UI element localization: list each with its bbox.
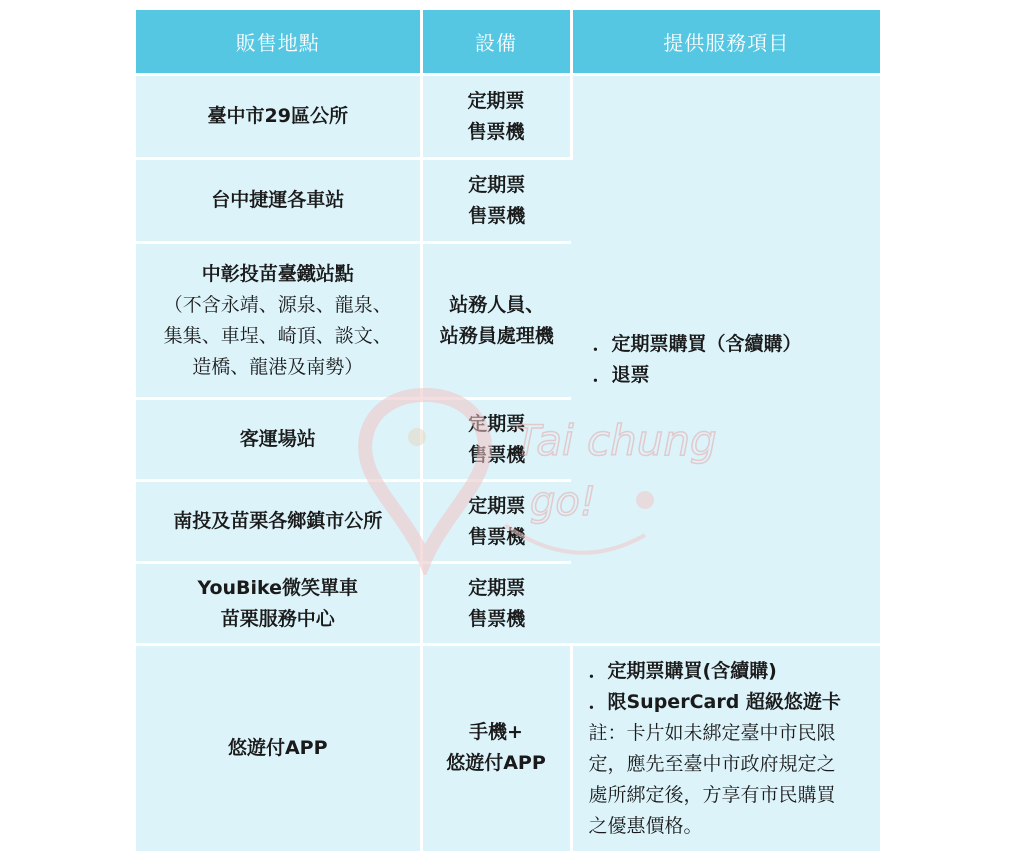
note-text: 定，應先至臺中市政府規定之 [588,753,836,775]
device-text: 悠遊付APP [446,752,546,775]
note-text: 處所綁定後，方享有市民購買 [588,784,836,806]
device-text: 售票機 [468,204,526,227]
table-header-row [136,10,880,75]
device-cell [421,481,571,563]
device-cell [421,75,571,159]
watermark-text: Tai chung [515,416,717,465]
device-cell [421,563,571,645]
app-services-cell [571,645,880,851]
header-services: 提供服務項目 [571,10,880,75]
device-cell [421,159,571,243]
service-item: ．定期票購買(含續購) [588,660,777,682]
location-exclusion-text: 造橋、龍港及南勢） [192,355,364,378]
ticket-sales-table [136,10,880,851]
device-text: 售票機 [468,443,526,466]
service-item: ．退票 [592,363,650,386]
note-text: 之優惠價格。 [588,815,703,837]
location-text: 中彰投苗臺鐵站點 [201,262,354,285]
device-text: 手機+ [469,721,523,744]
device-text: 站務員處理機 [439,324,554,347]
location-cell [136,243,421,399]
location-cell [136,159,421,243]
device-text: 定期票 [468,576,526,599]
device-text: 定期票 [467,89,525,112]
location-cell [136,481,421,563]
service-item: ．限SuperCard 超級悠遊卡 [588,691,841,713]
header-location: 販售地點 [136,10,421,75]
location-text: 悠遊付APP [227,736,328,759]
device-text: 定期票 [468,173,526,196]
location-text: 臺中市29區公所 [207,105,348,127]
device-cell [421,645,571,851]
device-cell [421,243,571,399]
location-cell [136,645,421,851]
watermark-text: go! [530,479,596,525]
header-device: 設備 [421,10,571,75]
device-text: 售票機 [468,525,526,548]
shared-services-cell [571,75,880,645]
device-text: 定期票 [468,494,526,517]
table-row [136,75,880,159]
table-row-app [136,645,880,851]
ticket-sales-table-container [136,10,880,851]
device-text: 定期票 [468,412,526,435]
location-exclusion-text: 集集、車埕、崎頂、談文、 [163,324,392,347]
location-exclusion-text: （不含永靖、源泉、龍泉、 [163,293,392,316]
location-text: 台中捷運各車站 [211,189,345,211]
device-text: 售票機 [468,607,526,630]
location-text: 客運場站 [239,428,316,450]
location-cell [136,75,421,159]
location-cell [136,563,421,645]
note-text: 註：卡片如未綁定臺中市民限 [588,722,836,744]
service-item: ．定期票購買（含續購） [592,332,802,355]
location-text: YouBike微笑單車 [197,576,359,599]
device-text: 售票機 [467,120,525,143]
location-cell [136,399,421,481]
location-text: 苗栗服務中心 [220,607,335,630]
location-text: 南投及苗栗各鄉鎮市公所 [173,510,383,532]
device-cell [421,399,571,481]
device-text: 站務人員、 [449,293,545,316]
